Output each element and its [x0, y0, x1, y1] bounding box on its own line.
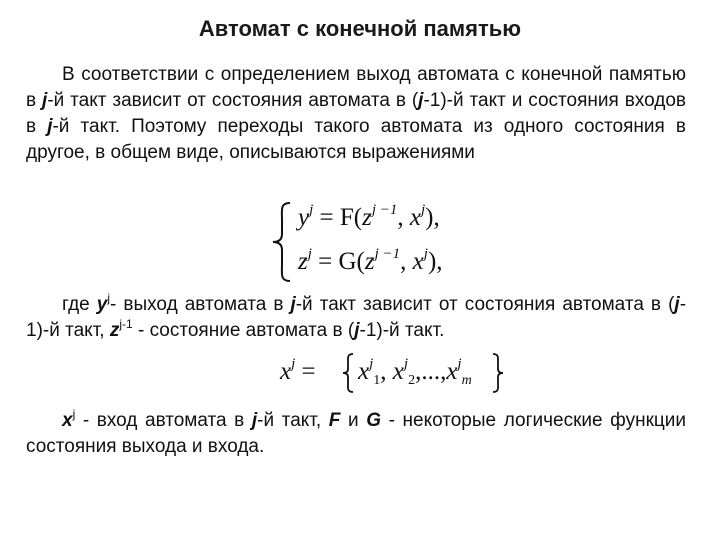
equation-output: $y^j = F(z^{j -1}$, $x^j$), — [298, 202, 440, 231]
paragraph-definition: В соответствии с определением выход автомата с конечной памятью в j-й такт зависит от состояния автомата в (j-1)-й такт и состояния входов в j-й такт. Поэтому переходы такого автомата из одного состояния в другое, в общем виде, описываются выражениями — [26, 64, 687, 163]
input-set-formula: $x^j$ = $x^j_1$, $x^j_2,...,x^j_m$ — [280, 352, 520, 396]
equation-system — [270, 200, 500, 284]
slide-title: Автомат с конечной памятью — [198, 16, 522, 41]
right-curly-brace — [490, 352, 506, 394]
paragraph-input: $x^j$ - вход автомата в j-й такт, F и G - некоторые логические функции состояния выхода и входа. — [26, 407, 687, 457]
left-brace — [270, 200, 294, 284]
paragraph-where: где $y^j-$ выход автомата в j-й такт зависит от состояния автомата в (j-1)-й такт, $z^{j-1}$ - состояние автомата в (j-1)-й такт. — [26, 291, 687, 341]
left-curly-brace — [340, 352, 356, 394]
equation-state: $z^j = G(z^{j -1}$, $x^j$), — [298, 246, 443, 275]
